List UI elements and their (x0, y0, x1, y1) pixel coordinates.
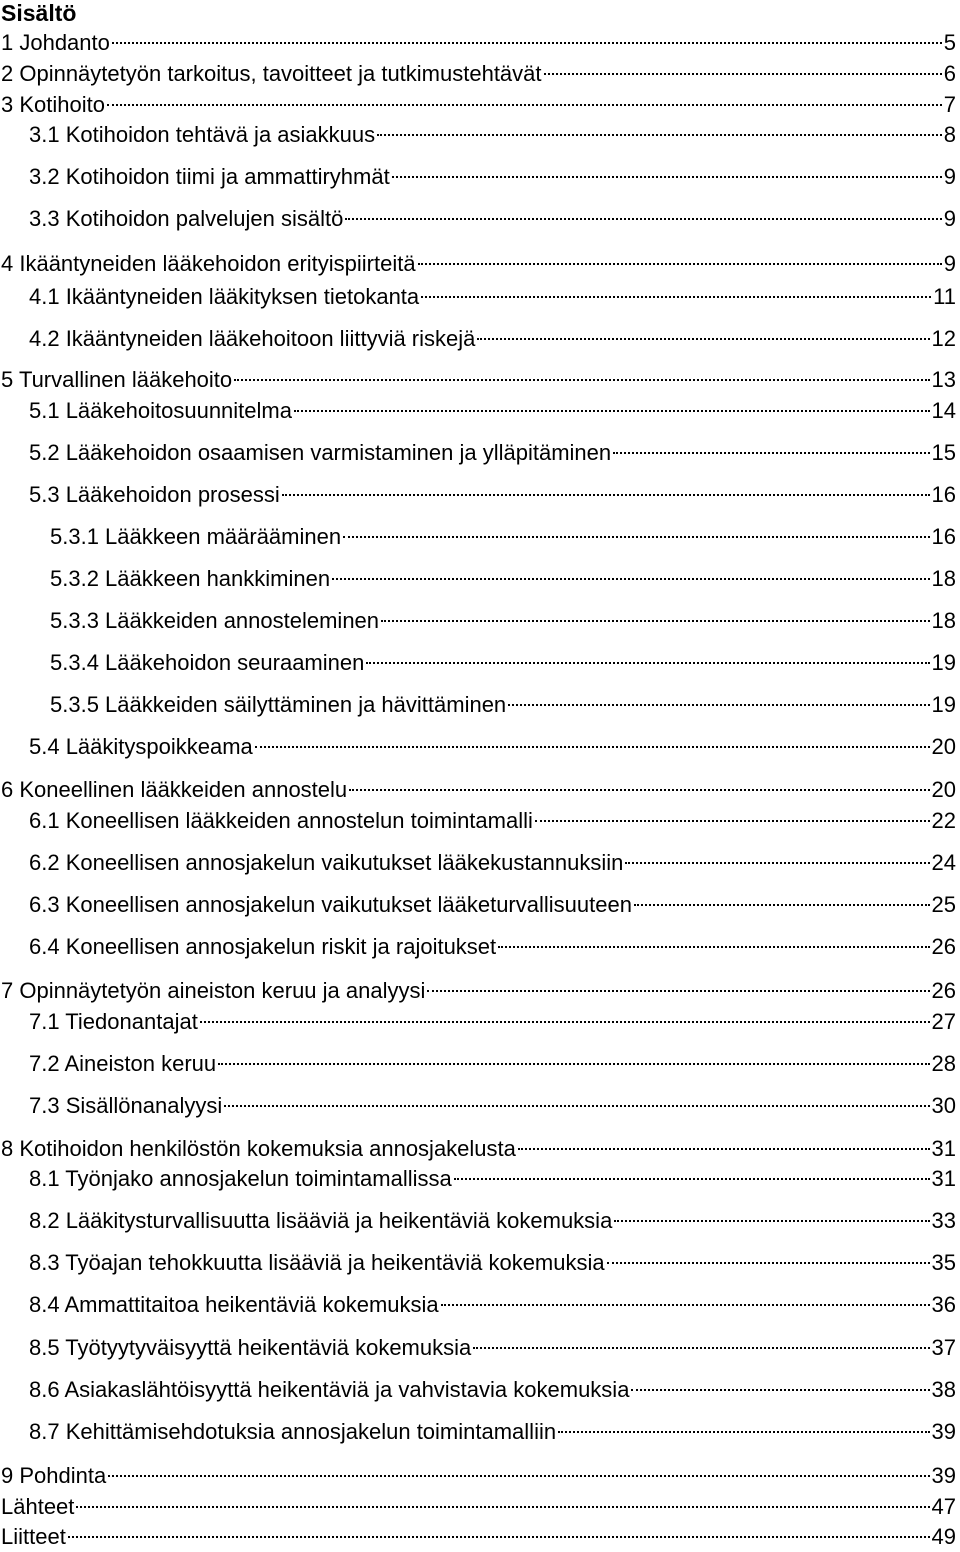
toc-entry-label: 8 Kotihoidon henkilöstön kokemuksia annosjakelusta (1, 1136, 516, 1161)
toc-entry-page: 38 (931, 1377, 956, 1402)
toc-entry[interactable] (29, 282, 956, 312)
toc-entry-label: 7.1 Tiedonantajat (29, 1009, 198, 1034)
dot-leader (613, 452, 929, 454)
toc-entry-label: 8.2 Lääkitysturvallisuutta lisääviä ja heikentäviä kokemuksia (29, 1208, 613, 1233)
toc-entry[interactable] (1, 1492, 956, 1522)
toc-entry-page: 12 (931, 326, 956, 351)
toc-entry-page: 28 (931, 1051, 956, 1076)
toc-entry[interactable] (29, 806, 956, 836)
toc-title: Sisältö (1, 0, 77, 26)
toc-entry-label: 4.2 Ikääntyneiden lääkehoitoon liittyviä riskejä (29, 326, 476, 351)
toc-entry[interactable] (50, 564, 956, 594)
toc-entry[interactable] (1, 28, 956, 58)
toc-entry[interactable] (1, 90, 956, 120)
toc-entry[interactable] (29, 1290, 956, 1320)
toc-entry-page: 16 (931, 524, 956, 549)
toc-entry-label: 3.2 Kotihoidon tiimi ja ammattiryhmät (29, 164, 390, 189)
toc-entry-page: 37 (931, 1335, 956, 1360)
toc-entry[interactable] (29, 1049, 956, 1079)
toc-entry-page: 18 (931, 566, 956, 591)
dot-leader (544, 73, 942, 75)
dot-leader (68, 1536, 930, 1538)
toc-entry[interactable] (29, 438, 956, 468)
toc-entry-page: 9 (943, 251, 956, 276)
toc-entry-label: 6.4 Koneellisen annosjakelun riskit ja rajoitukset (29, 934, 497, 959)
toc-entry[interactable] (29, 324, 956, 354)
dot-leader (224, 1105, 929, 1107)
dot-leader (441, 1304, 930, 1306)
dot-leader (473, 1347, 929, 1349)
dot-leader (200, 1021, 930, 1023)
toc-entry-page: 39 (931, 1419, 956, 1444)
toc-entry-page: 39 (931, 1463, 956, 1488)
toc-entry-page: 27 (931, 1009, 956, 1034)
dot-leader (614, 1220, 929, 1222)
dot-leader (631, 1389, 929, 1391)
toc-entry-page: 6 (943, 61, 956, 86)
toc-entry-label: 5.3.3 Lääkkeiden annosteleminen (50, 608, 380, 633)
dot-leader (607, 1262, 930, 1264)
dot-leader (234, 379, 929, 381)
dot-leader (112, 42, 942, 44)
toc-entry-page: 19 (931, 692, 956, 717)
toc-entry-page: 16 (931, 482, 956, 507)
toc-entry-label: 5.3.4 Lääkehoidon seuraaminen (50, 650, 365, 675)
toc-entry-label: 8.6 Asiakaslähtöisyyttä heikentäviä ja vahvistavia kokemuksia (29, 1377, 630, 1402)
toc-entry-page: 33 (931, 1208, 956, 1233)
dot-leader (421, 296, 931, 298)
toc-entry[interactable] (29, 1007, 956, 1037)
toc-entry-label: 6.1 Koneellisen lääkkeiden annostelun toimintamalli (29, 808, 533, 833)
toc-entry[interactable] (29, 732, 956, 762)
toc-entry-page: 14 (931, 398, 956, 423)
toc-entry[interactable] (29, 848, 956, 878)
dot-leader (381, 620, 929, 622)
toc-entry[interactable] (29, 1375, 956, 1405)
dot-leader (634, 904, 930, 906)
toc-entry-label: Liitteet (1, 1524, 66, 1549)
toc-entry-label: 8.4 Ammattitaitoa heikentäviä kokemuksia (29, 1292, 439, 1317)
dot-leader (418, 263, 942, 265)
toc-entry-page: 36 (931, 1292, 956, 1317)
toc-entry-label: 5.3.5 Lääkkeiden säilyttäminen ja hävittäminen (50, 692, 507, 717)
toc-entry-label: 5.3 Lääkehoidon prosessi (29, 482, 280, 507)
toc-entry-label: 5 Turvallinen lääkehoito (1, 367, 233, 392)
toc-entry[interactable] (29, 120, 956, 150)
toc-entry-label: 3.3 Kotihoidon palvelujen sisältö (29, 206, 344, 231)
toc-entry[interactable] (1, 1461, 956, 1491)
toc-entry-page: 30 (931, 1093, 956, 1118)
toc-entry-label: 8.3 Työajan tehokkuutta lisääviä ja heikentäviä kokemuksia (29, 1250, 605, 1275)
toc-entry-label: 5.2 Lääkehoidon osaamisen varmistaminen ja ylläpitäminen (29, 440, 612, 465)
dot-leader (498, 946, 929, 948)
toc-entry-label: 5.1 Lääkehoitosuunnitelma (29, 398, 292, 423)
dot-leader (366, 662, 929, 664)
toc-entry[interactable] (1, 775, 956, 805)
toc-entry-label: 6.2 Koneellisen annosjakelun vaikutukset lääkekustannuksiin (29, 850, 624, 875)
toc-entry-page: 35 (931, 1250, 956, 1275)
toc-entry[interactable] (1, 249, 956, 279)
toc-entry[interactable] (1, 365, 956, 395)
toc-entry-page: 25 (931, 892, 956, 917)
toc-entry-label: 4.1 Ikääntyneiden lääkityksen tietokanta (29, 284, 420, 309)
toc-entry-label: 4 Ikääntyneiden lääkehoidon erityispiirteitä (1, 251, 416, 276)
toc-entry[interactable] (29, 162, 956, 192)
dot-leader (282, 494, 930, 496)
dot-leader (427, 990, 929, 992)
dot-leader (477, 338, 929, 340)
toc-entry[interactable] (29, 204, 956, 234)
toc-entry-page: 13 (931, 367, 956, 392)
toc-entry-page: 19 (931, 650, 956, 675)
toc-entry[interactable] (29, 1091, 956, 1121)
toc-entry-page: 24 (931, 850, 956, 875)
toc-entry-page: 26 (931, 978, 956, 1003)
toc-entry-label: 2 Opinnäytetyön tarkoitus, tavoitteet ja tutkimustehtävät (1, 61, 542, 86)
dot-leader (255, 746, 930, 748)
dot-leader (218, 1063, 929, 1065)
toc-entry[interactable] (1, 59, 956, 89)
toc-entry[interactable] (50, 648, 956, 678)
toc-entry[interactable] (50, 690, 956, 720)
toc-entry[interactable] (29, 1164, 956, 1194)
toc-entry-page: 5 (943, 30, 956, 55)
toc-entry[interactable] (1, 976, 956, 1006)
toc-entry[interactable] (50, 522, 956, 552)
dot-leader (392, 176, 942, 178)
dot-leader (294, 410, 930, 412)
toc-entry-label: 8.5 Työtyytyväisyyttä heikentäviä kokemuksia (29, 1335, 472, 1360)
dot-leader (343, 536, 929, 538)
toc-entry[interactable] (50, 606, 956, 636)
toc-entry-label: 7.2 Aineiston keruu (29, 1051, 217, 1076)
dot-leader (508, 704, 929, 706)
toc-entry-label: 6.3 Koneellisen annosjakelun vaikutukset lääketurvallisuuteen (29, 892, 632, 917)
toc-entry-label: 7.3 Sisällönanalyysi (29, 1093, 223, 1118)
toc-entry-label: 6 Koneellinen lääkkeiden annostelu (1, 777, 348, 802)
toc-entry-label: 8.7 Kehittämisehdotuksia annosjakelun toimintamalliin (29, 1419, 557, 1444)
toc-entry[interactable] (29, 1417, 956, 1447)
toc-entry-label: 5.3.2 Lääkkeen hankkiminen (50, 566, 331, 591)
toc-entry-page: 8 (943, 122, 956, 147)
toc-entry-page: 22 (931, 808, 956, 833)
toc-entry-page: 9 (943, 206, 956, 231)
toc-entry[interactable] (29, 480, 956, 510)
toc-entry-page: 31 (931, 1166, 956, 1191)
toc-entry-label: Lähteet (1, 1494, 75, 1519)
dot-leader (107, 104, 942, 106)
toc-entry-label: 3.1 Kotihoidon tehtävä ja asiakkuus (29, 122, 376, 147)
toc-entry-label: 8.1 Työnjako annosjakelun toimintamallissa (29, 1166, 452, 1191)
toc-entry[interactable] (29, 396, 956, 426)
toc-entry-page: 15 (931, 440, 956, 465)
dot-leader (454, 1178, 930, 1180)
dot-leader (558, 1431, 929, 1433)
dot-leader (625, 862, 929, 864)
toc-entry-page: 49 (931, 1524, 956, 1549)
toc-entry[interactable] (29, 1248, 956, 1278)
dot-leader (535, 820, 930, 822)
toc-entry-page: 7 (943, 92, 956, 117)
toc-entry-label: 5.4 Lääkityspoikkeama (29, 734, 253, 759)
toc-entry-page: 31 (931, 1136, 956, 1161)
dot-leader (332, 578, 929, 580)
toc-entry-page: 20 (931, 777, 956, 802)
toc-entry-page: 11 (933, 284, 956, 309)
dot-leader (518, 1148, 930, 1150)
toc-entry-label: 3 Kotihoito (1, 92, 105, 117)
dot-leader (349, 789, 929, 791)
toc-entry[interactable] (29, 890, 956, 920)
toc-entry[interactable] (29, 1333, 956, 1363)
toc-entry-page: 9 (943, 164, 956, 189)
dot-leader (76, 1506, 929, 1508)
toc-entry[interactable] (1, 1134, 956, 1164)
toc-entry-page: 26 (931, 934, 956, 959)
toc-entry[interactable] (29, 1206, 956, 1236)
toc-entry-label: 5.3.1 Lääkkeen määrääminen (50, 524, 342, 549)
toc-entry-page: 20 (931, 734, 956, 759)
dot-leader (345, 218, 941, 220)
toc-entry[interactable] (29, 932, 956, 962)
dot-leader (377, 134, 942, 136)
toc-entry-page: 18 (931, 608, 956, 633)
toc-entry-label: 1 Johdanto (1, 30, 110, 55)
toc-entry-label: 9 Pohdinta (1, 1463, 107, 1488)
toc-entry-page: 47 (931, 1494, 956, 1519)
toc-entry-label: 7 Opinnäytetyön aineiston keruu ja analyysi (1, 978, 426, 1003)
dot-leader (108, 1475, 929, 1477)
